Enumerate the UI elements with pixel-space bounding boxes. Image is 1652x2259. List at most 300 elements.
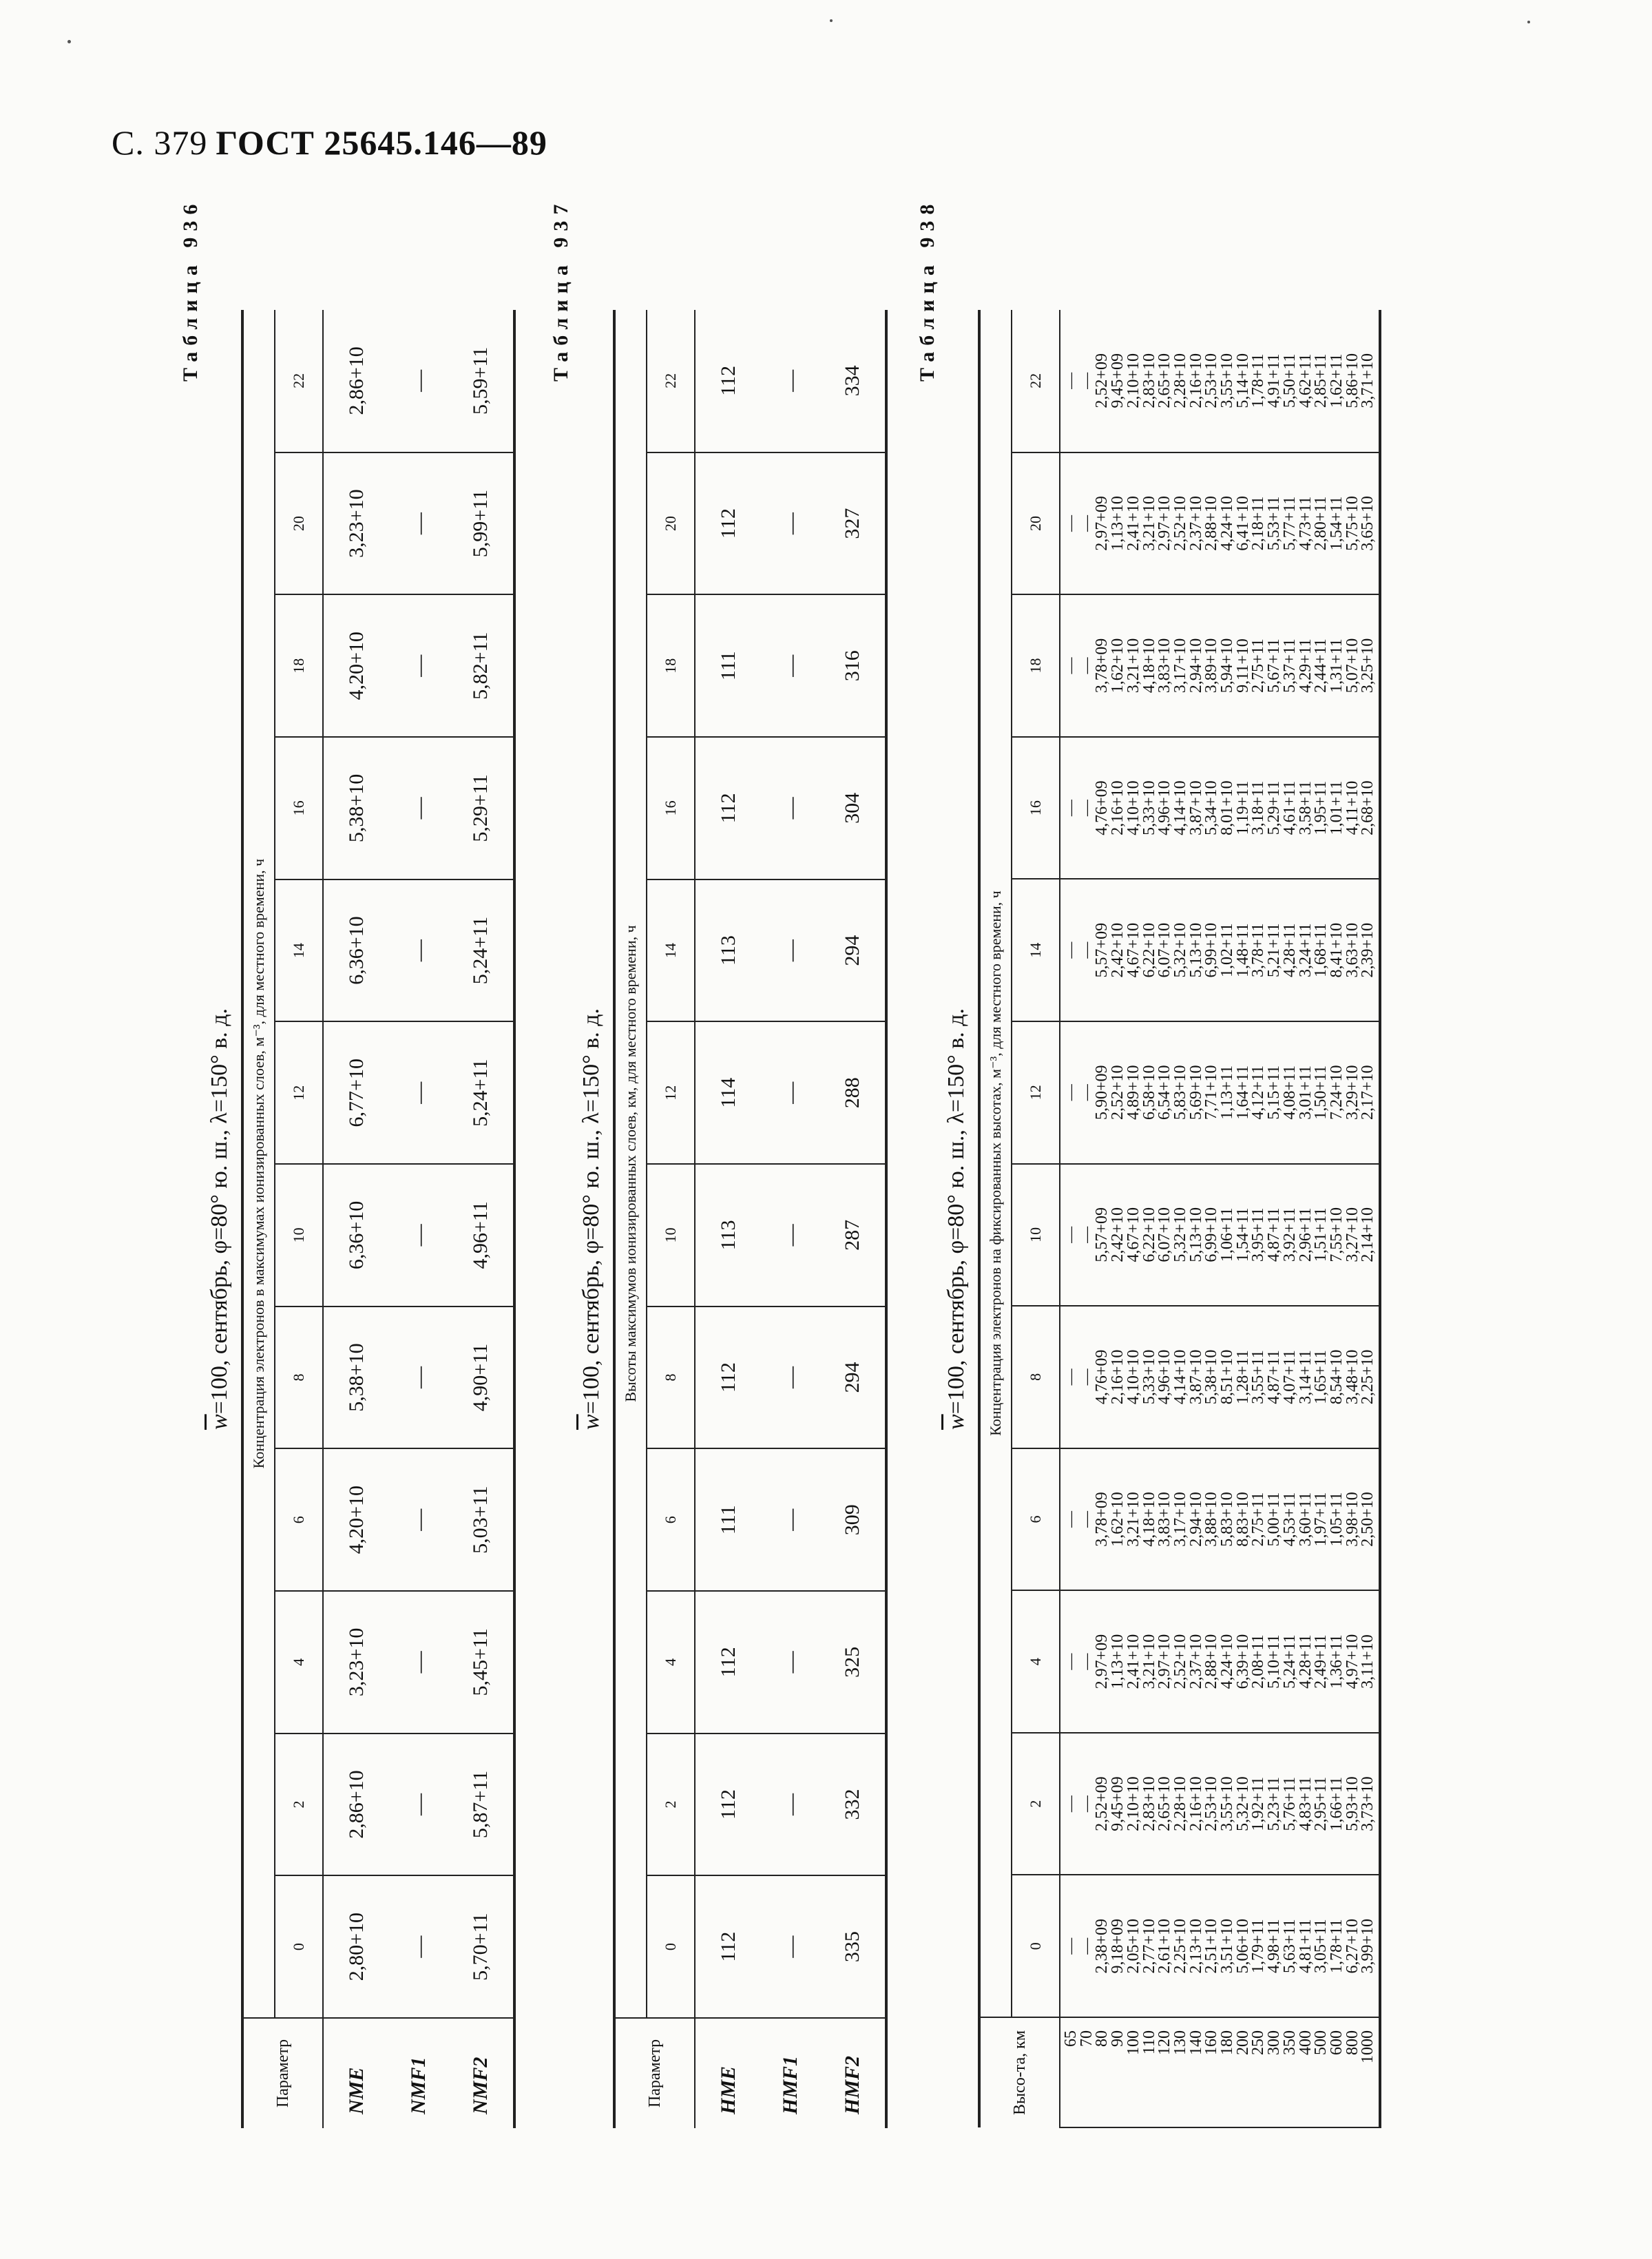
value-cell: 5,38+10 <box>323 1307 389 1449</box>
value-cell: 3,55+10 <box>1218 353 1237 408</box>
value-cell: 316 <box>820 594 886 737</box>
value-cell: — <box>1062 1368 1080 1386</box>
value-cell: 8,54+10 <box>1327 1349 1346 1405</box>
value-cell: 2,75+11 <box>1249 1492 1268 1547</box>
value-cell: 2,86+10 <box>323 310 389 452</box>
value-cell: 113 <box>695 1164 761 1307</box>
value-cell: 3,05+11 <box>1312 1919 1330 1974</box>
value-cell: — <box>1062 1937 1080 1955</box>
value-cell: 2,10+10 <box>1124 353 1142 408</box>
value-cell: 4,67+10 <box>1124 922 1142 978</box>
hour-header: 0 <box>1012 1875 1060 2017</box>
value-cell: — <box>1062 1795 1080 1813</box>
hour-header: 8 <box>1012 1306 1060 1448</box>
value-cell: 2,42+10 <box>1109 922 1127 978</box>
value-cell: 112 <box>695 737 761 879</box>
value-cell: 4,76+09 <box>1093 780 1111 835</box>
value-cell: 3,48+10 <box>1343 1349 1361 1405</box>
value-cell: 3,18+11 <box>1249 780 1268 835</box>
hour-header: 20 <box>647 452 695 595</box>
value-cell: 4,07+11 <box>1280 1350 1299 1404</box>
altitude-value: 180 <box>1218 2030 1237 2055</box>
altitude-value: 140 <box>1186 2030 1205 2055</box>
value-cell: 5,15+11 <box>1265 1065 1284 1120</box>
value-cell: — <box>761 879 820 1022</box>
param-header: Параметр <box>614 2018 695 2128</box>
value-cell: 2,83+10 <box>1140 353 1158 408</box>
value-cell: 4,67+10 <box>1124 1207 1142 1262</box>
value-cell: 3,21+10 <box>1124 1492 1142 1547</box>
value-cell: 4,10+10 <box>1124 1349 1142 1405</box>
value-cell: 111 <box>695 594 761 737</box>
value-cell: 5,99+11 <box>448 452 514 595</box>
altitude-value: 110 <box>1140 2030 1158 2055</box>
value-cell: 5,45+11 <box>448 1591 514 1734</box>
value-cell: — <box>1077 1653 1096 1670</box>
value-cell: 2,65+10 <box>1156 353 1174 408</box>
value-cell: 5,21+11 <box>1265 923 1284 977</box>
value-cell: 5,57+09 <box>1093 922 1111 978</box>
value-cell: 1,68+11 <box>1312 923 1330 977</box>
value-cell: 6,22+10 <box>1140 922 1158 978</box>
value-cell: 1,36+11 <box>1327 1634 1346 1689</box>
hour-header: 0 <box>275 1875 323 2018</box>
value-cell: 327 <box>820 452 886 595</box>
value-cell: — <box>1077 1368 1096 1386</box>
value-cell: — <box>1077 1226 1096 1243</box>
value-cell: 1,02+11 <box>1218 923 1237 977</box>
value-cell: — <box>389 1875 448 2018</box>
value-cell: — <box>1077 1510 1096 1528</box>
value-cell: 1,13+10 <box>1109 1634 1127 1689</box>
value-cell: 4,83+11 <box>1296 1776 1315 1831</box>
hour-header: 2 <box>647 1734 695 1876</box>
value-cell: 4,28+11 <box>1296 1634 1315 1689</box>
value-cell: 112 <box>695 1875 761 2018</box>
param-name: NME <box>323 2018 389 2128</box>
value-cell: 1,97+11 <box>1312 1492 1330 1547</box>
rotated-page-content <box>172 198 1549 2128</box>
altitude-value: 130 <box>1171 2030 1189 2055</box>
value-cell: 1,62+10 <box>1109 1492 1127 1547</box>
hour-header: 18 <box>275 594 323 737</box>
value-cell: 4,29+11 <box>1296 638 1315 693</box>
value-cell: — <box>389 1164 448 1307</box>
value-cell: 3,24+11 <box>1296 923 1315 977</box>
hour-header: 14 <box>1012 879 1060 1021</box>
value-cell: 6,39+10 <box>1233 1634 1252 1689</box>
value-cell: 1,54+11 <box>1327 496 1346 551</box>
value-cell: 5,94+10 <box>1218 638 1237 694</box>
standard-number: ГОСТ 25645.146—89 <box>216 123 547 162</box>
value-cell: 8,41+10 <box>1327 922 1346 978</box>
value-cell: 3,63+10 <box>1343 922 1361 978</box>
value-cell: 6,99+10 <box>1202 922 1221 978</box>
value-cell: 3,60+11 <box>1296 1492 1315 1547</box>
value-cell: 3,51+10 <box>1218 1918 1237 1974</box>
value-cell: 1,31+11 <box>1327 638 1346 693</box>
value-cell: 113 <box>695 879 761 1022</box>
value-cell: 1,92+11 <box>1249 1776 1268 1831</box>
value-cell: 2,38+09 <box>1093 1918 1111 1974</box>
value-cell: 4,11+10 <box>1343 780 1361 835</box>
hour-header: 16 <box>275 737 323 879</box>
value-cell: 3,01+11 <box>1296 1065 1315 1120</box>
value-cell: 6,58+10 <box>1140 1065 1158 1121</box>
value-cell: — <box>389 879 448 1022</box>
param-name: HMF1 <box>761 2018 820 2128</box>
altitude-value: 70 <box>1077 2030 1096 2047</box>
value-cell: 5,50+11 <box>1280 353 1299 408</box>
value-cell: 2,17+10 <box>1359 1065 1377 1121</box>
value-cell: 2,88+10 <box>1202 1634 1221 1689</box>
value-cell: 2,68+10 <box>1359 780 1377 835</box>
value-cell: 2,44+11 <box>1312 638 1330 693</box>
value-column <box>1060 1164 1380 1307</box>
value-cell: — <box>389 1591 448 1734</box>
value-cell: 3,58+11 <box>1296 780 1315 835</box>
value-cell: 114 <box>695 1021 761 1164</box>
value-cell: 4,14+10 <box>1171 780 1189 835</box>
value-cell: 3,98+10 <box>1343 1492 1361 1547</box>
value-cell: — <box>1077 514 1096 532</box>
value-cell: — <box>389 1734 448 1876</box>
value-cell: 3,71+10 <box>1359 353 1377 408</box>
value-cell: — <box>389 1448 448 1591</box>
value-cell: — <box>1062 1510 1080 1528</box>
value-cell: — <box>389 452 448 595</box>
altitude-value: 200 <box>1233 2030 1252 2055</box>
value-cell: 5,24+11 <box>448 879 514 1022</box>
hour-header: 8 <box>647 1307 695 1449</box>
scan-speck <box>67 40 71 43</box>
value-cell: 3,17+10 <box>1171 638 1189 694</box>
value-cell: 4,12+11 <box>1249 1065 1268 1120</box>
value-cell: 3,27+10 <box>1343 1207 1361 1262</box>
value-cell: 9,45+09 <box>1109 1776 1127 1831</box>
value-cell: 309 <box>820 1448 886 1591</box>
param-name: HMF2 <box>820 2018 886 2128</box>
value-cell: — <box>1062 514 1080 532</box>
value-cell: 3,83+10 <box>1156 1492 1174 1547</box>
value-cell: 4,73+11 <box>1296 496 1315 551</box>
value-cell: 2,14+10 <box>1359 1207 1377 1262</box>
value-cell: 2,28+10 <box>1171 353 1189 408</box>
value-cell: — <box>1077 941 1096 959</box>
value-cell: 4,96+10 <box>1156 780 1174 835</box>
value-cell: 3,95+11 <box>1249 1207 1268 1262</box>
value-cell: 2,08+11 <box>1249 1634 1268 1689</box>
value-cell: 4,08+11 <box>1280 1065 1299 1120</box>
value-cell: 5,13+10 <box>1186 1207 1205 1262</box>
value-cell: 5,93+10 <box>1343 1776 1361 1831</box>
hour-header: 4 <box>1012 1590 1060 1733</box>
hour-header: 6 <box>647 1448 695 1591</box>
value-cell: 4,90+11 <box>448 1307 514 1449</box>
value-cell: — <box>1077 657 1096 674</box>
value-cell: 2,37+10 <box>1186 1634 1205 1689</box>
value-cell: 3,73+10 <box>1359 1776 1377 1831</box>
value-cell: 4,20+10 <box>323 594 389 737</box>
value-cell: — <box>1062 1226 1080 1243</box>
value-cell: 5,37+11 <box>1280 638 1299 693</box>
value-cell: 3,89+10 <box>1202 638 1221 694</box>
value-cell: 2,10+10 <box>1124 1776 1142 1831</box>
value-cell: 1,95+11 <box>1312 780 1330 835</box>
value-cell: 9,45+09 <box>1109 353 1127 408</box>
value-cell: — <box>1077 1084 1096 1101</box>
value-cell: 3,55+11 <box>1249 1350 1268 1404</box>
value-cell: — <box>1077 372 1096 389</box>
value-cell: 1,79+11 <box>1249 1919 1268 1974</box>
value-cell: 5,38+10 <box>1202 1349 1221 1405</box>
value-cell: 3,83+10 <box>1156 638 1174 694</box>
value-cell: 5,33+10 <box>1140 780 1158 835</box>
span-header: Концентрация электронов на фиксированных высотах, м⁻³, для местного времени, ч <box>979 310 1012 2017</box>
value-column <box>1060 1875 1380 2017</box>
value-cell: 5,59+11 <box>448 310 514 452</box>
value-cell: 6,07+10 <box>1156 922 1174 978</box>
value-cell: 2,05+10 <box>1124 1918 1142 1974</box>
value-cell: 2,94+10 <box>1186 1492 1205 1547</box>
value-column <box>1060 452 1380 595</box>
value-cell: 5,63+11 <box>1280 1919 1299 1974</box>
value-cell: 112 <box>695 310 761 452</box>
value-cell: 5,34+10 <box>1202 780 1221 835</box>
value-cell: 5,10+11 <box>1265 1634 1284 1689</box>
value-cell: 3,25+10 <box>1359 638 1377 694</box>
value-cell: 5,03+11 <box>448 1448 514 1591</box>
value-cell: 1,78+11 <box>1327 1919 1346 1974</box>
value-cell: 3,21+10 <box>1124 638 1142 694</box>
value-cell: 5,32+10 <box>1171 922 1189 978</box>
value-cell: — <box>761 1448 820 1591</box>
value-cell: 5,29+11 <box>448 737 514 879</box>
altitude-value: 250 <box>1249 2030 1268 2055</box>
value-cell: 2,75+11 <box>1249 638 1268 693</box>
value-cell: — <box>761 1021 820 1164</box>
hour-header: 18 <box>647 594 695 737</box>
value-cell: — <box>761 594 820 737</box>
value-cell: 1,06+11 <box>1218 1207 1237 1262</box>
value-cell: — <box>1062 941 1080 959</box>
value-cell: 112 <box>695 1734 761 1876</box>
altitude-value: 800 <box>1343 2030 1361 2055</box>
value-cell: 1,78+11 <box>1249 353 1268 408</box>
value-cell: 2,61+10 <box>1156 1918 1174 1974</box>
altitude-value: 300 <box>1265 2030 1284 2055</box>
value-cell: 2,16+10 <box>1186 1776 1205 1831</box>
altitude-value: 160 <box>1202 2030 1221 2055</box>
value-cell: 2,42+10 <box>1109 1207 1127 1262</box>
value-cell: 3,11+10 <box>1359 1634 1377 1689</box>
value-cell: 5,33+10 <box>1140 1349 1158 1405</box>
value-cell: 2,28+10 <box>1171 1776 1189 1831</box>
hour-header: 6 <box>1012 1448 1060 1591</box>
value-cell: — <box>1062 800 1080 817</box>
hour-header: 16 <box>647 737 695 879</box>
value-cell: 2,52+09 <box>1093 1776 1111 1831</box>
value-cell: 3,23+10 <box>323 1591 389 1734</box>
value-cell: 5,83+10 <box>1171 1065 1189 1121</box>
value-cell: 4,61+11 <box>1280 780 1299 835</box>
value-cell: 3,78+11 <box>1249 923 1268 977</box>
span-header: Высоты максимумов ионизированных слоев, км, для местного времени, ч <box>614 310 647 2018</box>
hour-header: 22 <box>647 310 695 452</box>
hour-header: 12 <box>1012 1021 1060 1164</box>
value-cell: — <box>761 1164 820 1307</box>
value-cell: 3,99+10 <box>1359 1918 1377 1974</box>
value-cell: 304 <box>820 737 886 879</box>
value-cell: 325 <box>820 1591 886 1734</box>
hour-header: 20 <box>275 452 323 595</box>
page-number: С. 379 <box>112 123 208 162</box>
value-cell: 2,88+10 <box>1202 496 1221 551</box>
value-cell: 2,94+10 <box>1186 638 1205 694</box>
value-column <box>1060 1021 1380 1164</box>
altitude-value: 120 <box>1156 2030 1174 2055</box>
value-cell: 2,97+09 <box>1093 1634 1111 1689</box>
value-cell: — <box>1077 1795 1096 1813</box>
value-cell: 9,18+09 <box>1109 1918 1127 1974</box>
value-cell: 1,28+11 <box>1233 1350 1252 1404</box>
value-cell: — <box>1062 657 1080 674</box>
value-cell: 5,69+10 <box>1186 1065 1205 1121</box>
value-cell: 1,01+11 <box>1327 780 1346 835</box>
value-cell: — <box>761 1734 820 1876</box>
table-row <box>695 310 761 2128</box>
table-936 <box>241 310 516 2128</box>
value-cell: 7,24+10 <box>1327 1065 1346 1121</box>
value-cell: 2,65+10 <box>1156 1776 1174 1831</box>
page-header <box>112 123 547 163</box>
value-cell: — <box>389 1021 448 1164</box>
value-cell: 4,87+11 <box>1265 1207 1284 1262</box>
value-cell: 5,14+10 <box>1233 353 1252 408</box>
value-cell: 1,62+11 <box>1327 353 1346 408</box>
value-cell: 2,16+10 <box>1186 353 1205 408</box>
value-cell: 7,55+10 <box>1327 1207 1346 1262</box>
value-cell: 2,97+10 <box>1156 1634 1174 1689</box>
value-cell: 5,76+11 <box>1280 1776 1299 1831</box>
value-cell: 5,70+11 <box>448 1875 514 2018</box>
value-cell: 4,87+11 <box>1265 1350 1284 1404</box>
hour-header: 6 <box>275 1448 323 1591</box>
value-cell: — <box>1077 1937 1096 1955</box>
value-cell: 5,13+10 <box>1186 922 1205 978</box>
value-cell: 4,53+11 <box>1280 1492 1299 1547</box>
value-cell: 6,54+10 <box>1156 1065 1174 1121</box>
altitude-value: 350 <box>1280 2030 1299 2055</box>
value-cell: 5,29+11 <box>1265 780 1284 835</box>
value-cell: 5,86+10 <box>1343 353 1361 408</box>
altitude-value: 100 <box>1124 2030 1142 2055</box>
table-937-title: $\overline{w}=100$, сентябрь, φ=80° ю. ш., λ=150° в. д. <box>578 1008 604 1430</box>
table-938-caption: Таблица 938 <box>916 198 939 382</box>
value-cell: 3,21+10 <box>1140 496 1158 551</box>
value-cell: 4,62+11 <box>1296 353 1315 408</box>
value-cell: 3,21+10 <box>1140 1634 1158 1689</box>
value-cell: 5,82+11 <box>448 594 514 737</box>
value-cell: 1,65+11 <box>1312 1350 1330 1404</box>
value-cell: 3,92+11 <box>1280 1207 1299 1262</box>
value-cell: 2,52+09 <box>1093 353 1111 408</box>
param-header: Параметр <box>242 2018 323 2128</box>
value-cell: 3,87+10 <box>1186 780 1205 835</box>
value-cell: 5,24+11 <box>1280 1634 1299 1689</box>
value-cell: 4,24+10 <box>1218 496 1237 551</box>
value-cell: 6,99+10 <box>1202 1207 1221 1262</box>
value-cell: 8,83+10 <box>1233 1492 1252 1547</box>
value-cell: 5,77+11 <box>1280 496 1299 551</box>
value-cell: — <box>761 452 820 595</box>
value-cell: 1,13+10 <box>1109 496 1127 551</box>
value-cell: 2,96+11 <box>1296 1207 1315 1262</box>
table-938-title: $\overline{w}=100$, сентябрь, φ=80° ю. ш., λ=150° в. д. <box>943 1008 969 1430</box>
value-cell: 4,89+10 <box>1124 1065 1142 1121</box>
value-column <box>1060 1590 1380 1733</box>
value-cell: 5,38+10 <box>323 737 389 879</box>
hour-header: 4 <box>647 1591 695 1734</box>
value-cell: 6,36+10 <box>323 879 389 1022</box>
hour-header: 22 <box>1012 310 1060 452</box>
value-cell: 4,20+10 <box>323 1448 389 1591</box>
value-cell: 4,10+10 <box>1124 780 1142 835</box>
hour-header: 2 <box>1012 1733 1060 1875</box>
value-cell: 1,48+11 <box>1233 923 1252 977</box>
value-cell: 1,05+11 <box>1327 1492 1346 1547</box>
table-937-caption: Таблица 937 <box>550 198 572 382</box>
value-cell: 112 <box>695 452 761 595</box>
hour-header: 8 <box>275 1307 323 1449</box>
value-cell: 5,53+11 <box>1265 496 1284 551</box>
value-cell: 1,66+11 <box>1327 1776 1346 1831</box>
value-cell: 4,96+11 <box>448 1164 514 1307</box>
hour-header: 18 <box>1012 594 1060 737</box>
value-cell: 1,64+11 <box>1233 1065 1252 1120</box>
hour-header: 4 <box>275 1591 323 1734</box>
value-cell: 2,39+10 <box>1359 922 1377 978</box>
value-cell: — <box>761 310 820 452</box>
value-cell: 6,36+10 <box>323 1164 389 1307</box>
value-cell: 5,83+10 <box>1218 1492 1237 1547</box>
value-cell: 2,13+10 <box>1186 1918 1205 1974</box>
value-cell: 5,32+10 <box>1171 1207 1189 1262</box>
hour-header: 0 <box>647 1875 695 2018</box>
value-cell: 2,41+10 <box>1124 496 1142 551</box>
value-cell: 3,55+10 <box>1218 1776 1237 1831</box>
value-cell: 2,37+10 <box>1186 496 1205 551</box>
value-cell: 2,97+09 <box>1093 496 1111 551</box>
value-cell: 6,07+10 <box>1156 1207 1174 1262</box>
value-cell: 287 <box>820 1164 886 1307</box>
value-cell: 2,52+10 <box>1109 1065 1127 1121</box>
table-row <box>820 310 886 2128</box>
value-cell: 4,18+10 <box>1140 638 1158 694</box>
hour-header: 12 <box>275 1021 323 1164</box>
value-cell: — <box>389 737 448 879</box>
table-936-caption: Таблица 936 <box>179 198 202 382</box>
value-cell: — <box>389 1307 448 1449</box>
value-cell: 1,54+11 <box>1233 1207 1252 1262</box>
table-row <box>761 310 820 2128</box>
value-cell: — <box>1062 1653 1080 1670</box>
value-column <box>1060 1733 1380 1875</box>
value-cell: 2,25+10 <box>1359 1349 1377 1405</box>
value-cell: 2,25+10 <box>1171 1918 1189 1974</box>
value-cell: 3,17+10 <box>1171 1492 1189 1547</box>
value-cell: — <box>389 310 448 452</box>
